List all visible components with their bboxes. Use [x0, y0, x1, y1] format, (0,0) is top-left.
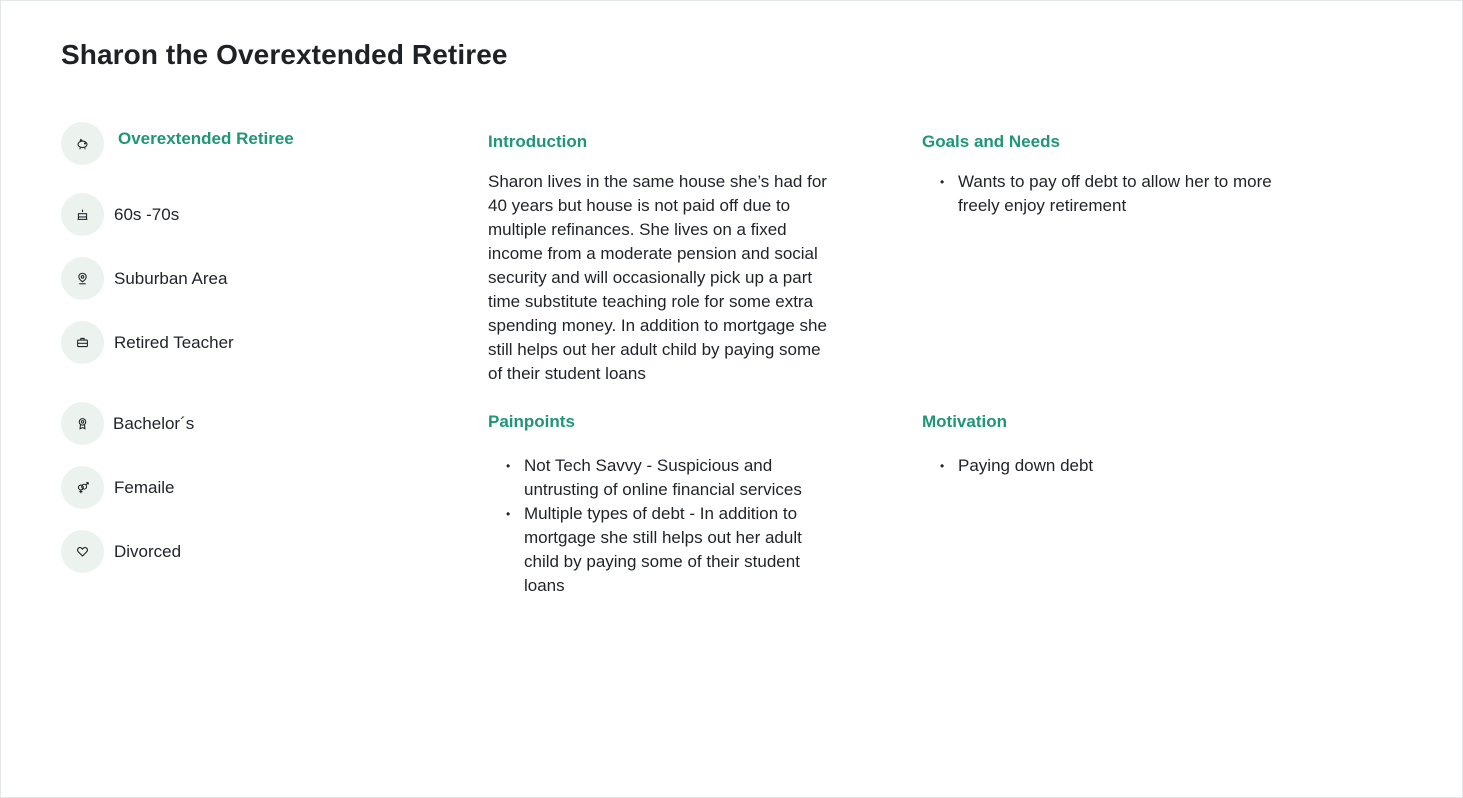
- attribute-gender: [61, 466, 174, 509]
- cake-icon: [61, 193, 104, 236]
- motivation-heading: Motivation: [922, 412, 1007, 431]
- attribute-marital-status: [61, 530, 181, 573]
- location-pin-icon: [61, 257, 104, 300]
- award-icon: [61, 402, 104, 445]
- painpoints-item: • Not Tech Savvy - Suspicious and untrusting of online financial services: [488, 454, 833, 502]
- attribute-label: Bachelor´s: [113, 413, 195, 433]
- attribute-persona-type: [61, 122, 294, 165]
- attribute-location: [61, 257, 227, 300]
- painpoints-heading: Painpoints: [488, 412, 575, 431]
- attribute-label: Retired Teacher: [114, 332, 234, 352]
- page-title: Sharon the Overextended Retiree: [61, 39, 508, 70]
- goals-item: • Wants to pay off debt to allow her to more freely enjoy retirement: [922, 170, 1272, 218]
- painpoints-list: [488, 454, 833, 598]
- motivation-item: • Paying down debt: [922, 454, 1272, 478]
- goals-heading: Goals and Needs: [922, 132, 1060, 151]
- introduction-heading: Introduction: [488, 132, 588, 151]
- attribute-label: Femaile: [114, 477, 175, 497]
- attribute-label: Divorced: [114, 541, 182, 561]
- gender-icon: [61, 466, 104, 509]
- piggy-bank-icon: [61, 122, 104, 165]
- attribute-education: [61, 402, 194, 445]
- attribute-label: Overextended Retiree: [118, 128, 294, 148]
- goals-list: [922, 170, 1272, 218]
- attribute-label: 60s -70s: [114, 204, 180, 224]
- motivation-list: [922, 454, 1272, 478]
- painpoints-item: • Multiple types of debt - In addition to mortgage she still helps out her adult child by paying some of their student loans: [488, 502, 833, 598]
- briefcase-icon: [61, 321, 104, 364]
- attribute-age: [61, 193, 179, 236]
- attribute-label: Suburban Area: [114, 268, 228, 288]
- heart-icon: [61, 530, 104, 573]
- attribute-occupation: [61, 321, 234, 364]
- introduction-text: Sharon lives in the same house she’s had for 40 years but house is not paid off due to multiple refinances. She lives on a fixed income from a moderate pension and social security and will occasionally pick up a part time substitute teaching role for some extra spending money. In addition to mortgage she still helps out her adult child by paying some of their student loans: [488, 172, 827, 383]
